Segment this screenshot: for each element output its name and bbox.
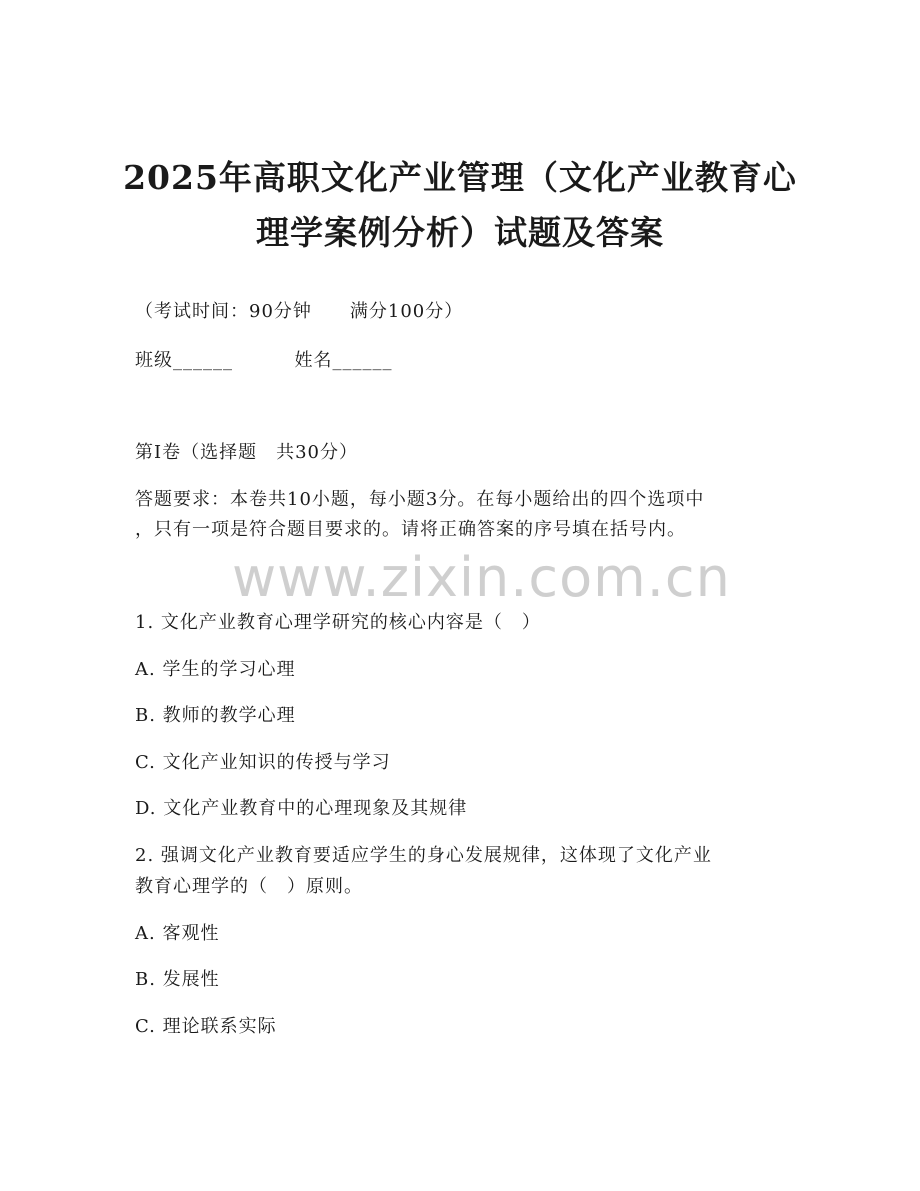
watermark: www.zixin.com.cn <box>232 546 731 609</box>
section-heading: 第I卷（选择题 共30分） <box>135 442 359 463</box>
question-1-stem: 1. 文化产业教育心理学研究的核心内容是（ ） <box>135 612 541 633</box>
title-line-2: 理学案例分析）试题及答案 <box>256 213 664 252</box>
instructions-line-1: 答题要求：本卷共10小题，每小题3分。在每小题给出的四个选项中 <box>135 489 705 510</box>
exam-info: （考试时间：90分钟 满分100分） <box>135 301 464 322</box>
title-line-1: 2025年高职文化产业管理（文化产业教育心 <box>123 158 797 197</box>
question-1-option-d: D. 文化产业教育中的心理现象及其规律 <box>135 798 468 819</box>
question-2-option-a: A. 客观性 <box>135 923 220 944</box>
instructions-line-2: ，只有一项是符合题目要求的。请将正确答案的序号填在括号内。 <box>135 519 686 540</box>
question-2-option-c: C. 理论联系实际 <box>135 1016 277 1037</box>
class-field: 班级______ <box>135 350 233 371</box>
question-1-option-c: C. 文化产业知识的传授与学习 <box>135 752 391 773</box>
name-field: 姓名______ <box>294 350 393 371</box>
question-1-option-b: B. 教师的教学心理 <box>135 705 296 726</box>
question-2-option-b: B. 发展性 <box>135 969 220 990</box>
class-name-fields <box>135 350 392 372</box>
question-1-option-a: A. 学生的学习心理 <box>135 659 296 680</box>
question-2-stem-line-1: 2. 强调文化产业教育要适应学生的身心发展规律，这体现了文化产业 <box>135 845 712 866</box>
question-2-stem-line-2: 教育心理学的（ ）原则。 <box>135 876 363 897</box>
document-title <box>100 150 820 260</box>
